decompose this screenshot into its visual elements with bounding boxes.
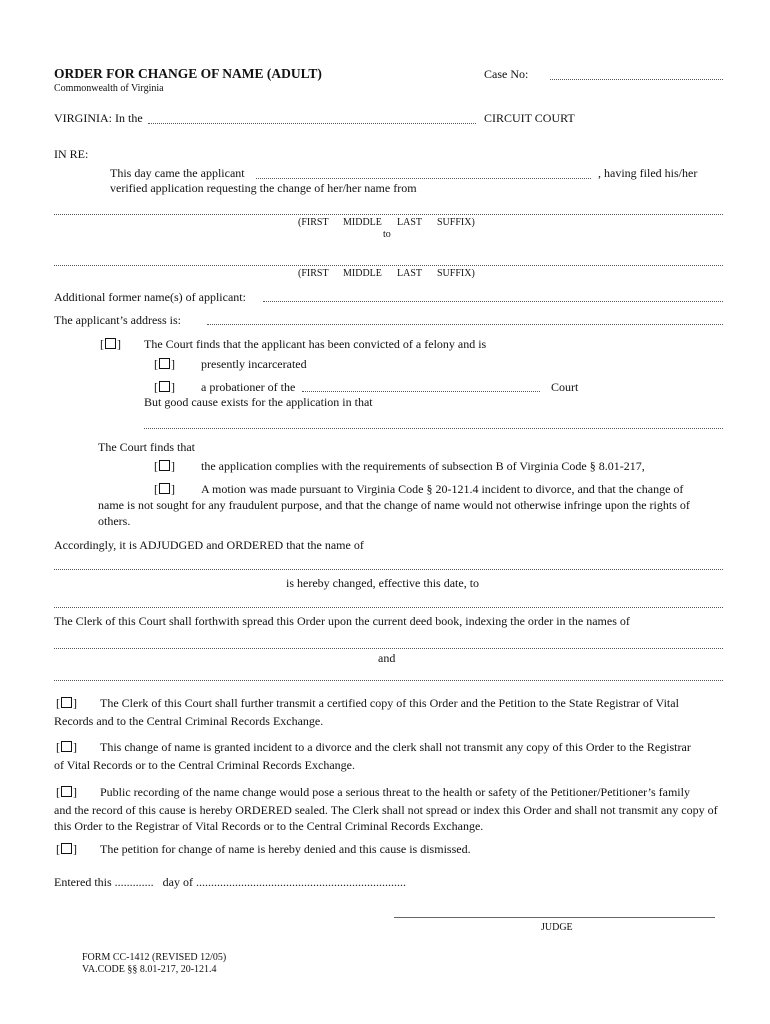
transmit-checkbox[interactable] [61, 697, 72, 708]
case-no-label: Case No: [484, 67, 529, 81]
entered-day-field[interactable]: ............. [114, 875, 154, 889]
denied-text: The petition for change of name is hereby denied and this cause is dismissed. [100, 842, 471, 856]
additional-former-names-label: Additional former name(s) of applicant: [54, 290, 246, 304]
probationer-checkbox[interactable] [159, 381, 170, 392]
divorce-checkbox[interactable] [61, 741, 72, 752]
day-of-label: day of [162, 875, 193, 889]
probation-court-field[interactable] [302, 391, 540, 392]
old-name-field[interactable] [54, 569, 723, 570]
name-label-suffix: SUFFIX) [437, 217, 475, 228]
former-name-field[interactable] [54, 214, 723, 215]
applicant-line1-prefix: This day came the applicant [110, 166, 245, 180]
felony-checkbox-row: [ ] [100, 337, 121, 351]
felony-checkbox[interactable] [105, 338, 116, 349]
complies-checkbox-row: [ ] [154, 459, 175, 473]
motion-checkbox-row: [ ] [154, 482, 175, 496]
probationer-checkbox-row: [ ] [154, 380, 175, 394]
address-label: The applicant’s address is: [54, 313, 181, 327]
entered-line [54, 875, 406, 890]
felony-text: The Court finds that the applicant has been convicted of a felony and is [144, 337, 487, 351]
denied-checkbox-row: [ ] [56, 842, 77, 856]
court-suffix: CIRCUIT COURT [484, 111, 575, 125]
address-field[interactable] [207, 324, 723, 325]
transmit-text-line1: The Clerk of this Court shall further transmit a certified copy of this Order and the Petition to the State Registrar of Vital [100, 696, 679, 710]
judge-signature-line[interactable] [394, 917, 715, 918]
judge-label: JUDGE [541, 922, 573, 933]
court-name-field[interactable] [148, 123, 476, 124]
changed-name-field[interactable] [54, 607, 723, 608]
divorce-text-line1: This change of name is granted incident to a divorce and the clerk shall not transmit any copy of this Order to the Registrar [100, 740, 691, 754]
sealed-checkbox-row: [ ] [56, 785, 77, 799]
denied-checkbox[interactable] [61, 843, 72, 854]
entered-month-field[interactable]: ...................................................................... [195, 875, 406, 889]
case-no-field[interactable] [550, 79, 723, 80]
applicant-line1-suffix: , having filed his/her [598, 166, 698, 180]
divorce-checkbox-row: [ ] [56, 740, 77, 754]
motion-text-rest: name is not sought for any fraudulent purpose, and that the change of name would not otherwise infringe upon the rights of others. [98, 498, 690, 528]
entered-prefix: Entered this [54, 875, 112, 889]
probationer-text: a probationer of the [201, 380, 296, 394]
and-text: and [378, 651, 396, 665]
good-cause-field[interactable] [144, 428, 723, 429]
in-re-label: IN RE: [54, 147, 89, 161]
form-subtitle: Commonwealth of Virginia [54, 83, 164, 94]
findings-lead: The Court finds that [98, 440, 195, 454]
probation-court-label: Court [551, 380, 579, 394]
sealed-checkbox[interactable] [61, 786, 72, 797]
new-name-field[interactable] [54, 265, 723, 266]
name-label-middle: MIDDLE [343, 217, 382, 228]
form-title: ORDER FOR CHANGE OF NAME (ADULT) [54, 66, 322, 81]
complies-checkbox[interactable] [159, 460, 170, 471]
name-label-first-2: (FIRST [298, 268, 329, 279]
name-label-first: (FIRST [298, 217, 329, 228]
complies-text: the application complies with the requirements of subsection B of Virginia Code § 8.01-217, [201, 459, 645, 473]
sealed-text-line1: Public recording of the name change would pose a serious threat to the health or safety of the Petitioner/Petitioner’s family [100, 785, 690, 799]
name-label-last-2: LAST [397, 268, 422, 279]
motion-checkbox[interactable] [159, 483, 170, 494]
additional-former-names-field[interactable] [263, 301, 723, 302]
adjudged-text: Accordingly, it is ADJUDGED and ORDERED that the name of [54, 538, 364, 552]
motion-text-line1: A motion was made pursuant to Virginia Code § 20-121.4 incident to divorce, and that the change of [201, 482, 684, 496]
form-number: FORM CC-1412 (REVISED 12/05) [82, 952, 227, 963]
incarcerated-checkbox-row: [ ] [154, 357, 175, 371]
transmit-checkbox-row: [ ] [56, 696, 77, 710]
to-label: to [383, 229, 391, 240]
changed-text: is hereby changed, effective this date, to [286, 576, 480, 590]
index-name-field-2[interactable] [54, 680, 723, 681]
applicant-line2: verified application requesting the change of her/her name from [110, 181, 417, 195]
name-label-middle-2: MIDDLE [343, 268, 382, 279]
va-code: VA.CODE §§ 8.01-217, 20-121.4 [82, 964, 217, 975]
court-prefix: VIRGINIA: In the [54, 111, 143, 125]
index-name-field-1[interactable] [54, 648, 723, 649]
good-cause-text: But good cause exists for the application in that [144, 395, 373, 409]
clerk-spread-text: The Clerk of this Court shall forthwith spread this Order upon the current deed book, indexing the order in the names of [54, 614, 630, 628]
incarcerated-checkbox[interactable] [159, 358, 170, 369]
divorce-text-rest: of Vital Records or to the Central Criminal Records Exchange. [54, 758, 355, 772]
sealed-text-rest: and the record of this cause is hereby ORDERED sealed. The Clerk shall not spread or index this Order and shall not transmit any copy of this Order to the Registrar of Vital Records or to the Central Criminal Records Exchange. [54, 803, 718, 833]
transmit-text-rest: Records and to the Central Criminal Records Exchange. [54, 714, 324, 728]
name-label-last: LAST [397, 217, 422, 228]
applicant-name-field[interactable] [256, 178, 591, 179]
incarcerated-text: presently incarcerated [201, 357, 307, 371]
name-label-suffix-2: SUFFIX) [437, 268, 475, 279]
